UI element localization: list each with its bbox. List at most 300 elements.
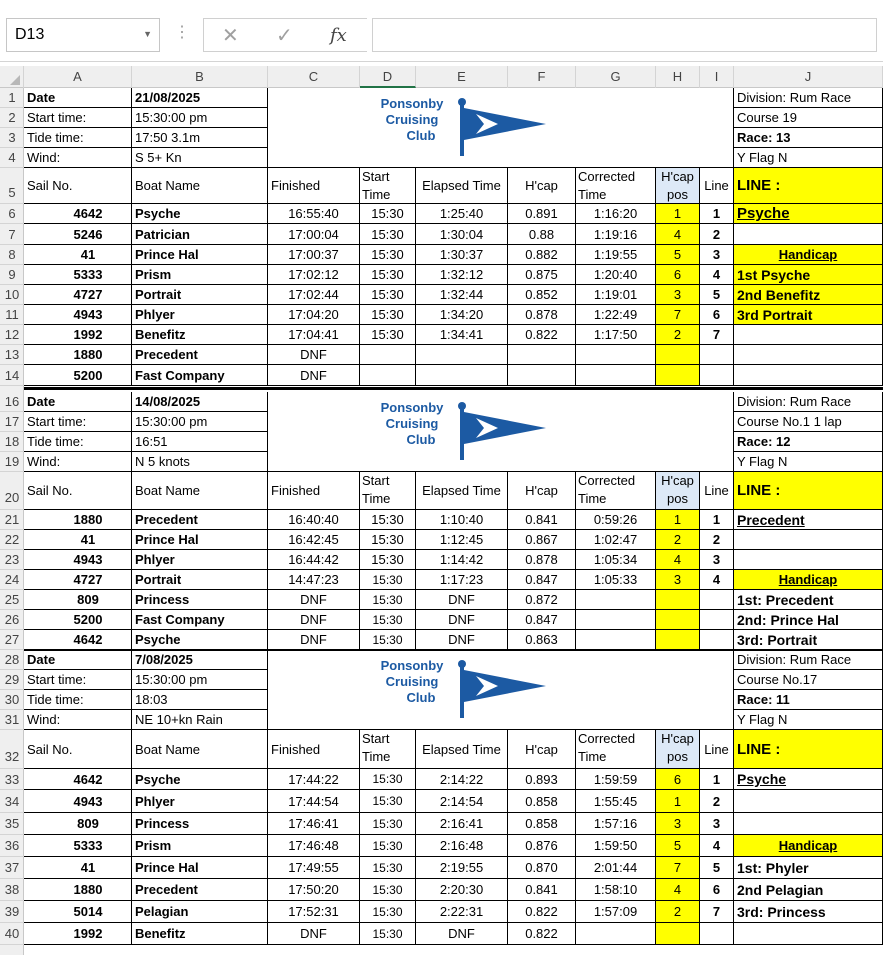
handicap[interactable] bbox=[508, 345, 576, 365]
row-header-26[interactable]: 26 bbox=[0, 610, 24, 630]
handicap-pos[interactable] bbox=[656, 610, 700, 630]
elapsed-time[interactable]: 2:22:31 bbox=[416, 901, 508, 923]
line-summary[interactable] bbox=[734, 923, 883, 945]
elapsed-time[interactable]: 1:25:40 bbox=[416, 204, 508, 224]
start-time[interactable]: 15:30 bbox=[360, 879, 416, 901]
column-heading[interactable]: Finished bbox=[268, 472, 360, 510]
line-summary[interactable]: Handicap bbox=[734, 835, 883, 857]
race-info-div[interactable]: Division: Rum Race bbox=[734, 650, 883, 670]
boat-name[interactable]: Psyche bbox=[132, 204, 268, 224]
corrected-time[interactable]: 1:22:49 bbox=[576, 305, 656, 325]
race-info-race[interactable]: Race: 12 bbox=[734, 432, 883, 452]
line-heading[interactable]: LINE : bbox=[734, 730, 883, 769]
elapsed-time[interactable] bbox=[416, 365, 508, 386]
race-info-div[interactable]: Division: Rum Race bbox=[734, 88, 883, 108]
row-header-10[interactable]: 10 bbox=[0, 285, 24, 305]
sail-no[interactable]: 1880 bbox=[24, 879, 132, 901]
handicap[interactable]: 0.872 bbox=[508, 590, 576, 610]
column-heading[interactable]: Start Time bbox=[360, 472, 416, 510]
finished-time[interactable]: 16:40:40 bbox=[268, 510, 360, 530]
finished-time[interactable]: 17:04:20 bbox=[268, 305, 360, 325]
finished-time[interactable]: 17:46:41 bbox=[268, 813, 360, 835]
handicap[interactable]: 0.875 bbox=[508, 265, 576, 285]
info-value[interactable]: 15:30:00 pm bbox=[132, 108, 268, 128]
sail-no[interactable]: 4943 bbox=[24, 305, 132, 325]
boat-name[interactable]: Fast Company bbox=[132, 365, 268, 386]
line-pos[interactable]: 6 bbox=[700, 305, 734, 325]
enter-check-icon[interactable]: ✓ bbox=[276, 25, 293, 47]
row-header-14[interactable]: 14 bbox=[0, 365, 24, 386]
handicap[interactable]: 0.822 bbox=[508, 325, 576, 345]
fx-icon[interactable]: fx bbox=[330, 25, 347, 46]
column-heading[interactable]: H'cap pos bbox=[656, 730, 700, 769]
start-time[interactable]: 15:30 bbox=[360, 590, 416, 610]
handicap-pos[interactable]: 5 bbox=[656, 835, 700, 857]
row-header-34[interactable]: 34 bbox=[0, 790, 24, 813]
column-header-f[interactable]: F bbox=[508, 66, 576, 88]
column-heading[interactable]: Boat Name bbox=[132, 472, 268, 510]
handicap-pos[interactable]: 1 bbox=[656, 510, 700, 530]
boat-name[interactable]: Psyche bbox=[132, 630, 268, 650]
boat-name[interactable]: Precedent bbox=[132, 879, 268, 901]
more-dots-icon[interactable]: ⋮ bbox=[174, 24, 190, 41]
line-summary[interactable]: 3rd Portrait bbox=[734, 305, 883, 325]
boat-name[interactable]: Prince Hal bbox=[132, 857, 268, 879]
start-time[interactable]: 15:30 bbox=[360, 857, 416, 879]
corrected-time[interactable]: 1:19:01 bbox=[576, 285, 656, 305]
column-heading[interactable]: Sail No. bbox=[24, 730, 132, 769]
elapsed-time[interactable]: 1:32:44 bbox=[416, 285, 508, 305]
line-pos[interactable]: 3 bbox=[700, 245, 734, 265]
column-heading[interactable]: Line bbox=[700, 472, 734, 510]
sail-no[interactable]: 5014 bbox=[24, 901, 132, 923]
info-value[interactable]: NE 10+kn Rain bbox=[132, 710, 268, 730]
sail-no[interactable]: 5200 bbox=[24, 365, 132, 386]
info-value[interactable]: 14/08/2025 bbox=[132, 392, 268, 412]
line-pos[interactable] bbox=[700, 345, 734, 365]
handicap-pos[interactable]: 1 bbox=[656, 204, 700, 224]
formula-input[interactable] bbox=[372, 18, 877, 52]
elapsed-time[interactable]: 2:19:55 bbox=[416, 857, 508, 879]
row-header-11[interactable]: 11 bbox=[0, 305, 24, 325]
finished-time[interactable]: 17:02:12 bbox=[268, 265, 360, 285]
handicap[interactable]: 0.822 bbox=[508, 923, 576, 945]
race-info-flag[interactable]: Y Flag N bbox=[734, 710, 883, 730]
sail-no[interactable]: 4943 bbox=[24, 550, 132, 570]
row-header-33[interactable]: 33 bbox=[0, 769, 24, 790]
column-heading[interactable]: Sail No. bbox=[24, 168, 132, 204]
column-header-i[interactable]: I bbox=[700, 66, 734, 88]
sail-no[interactable]: 5246 bbox=[24, 224, 132, 245]
sail-no[interactable]: 4943 bbox=[24, 790, 132, 813]
handicap-pos[interactable]: 3 bbox=[656, 285, 700, 305]
handicap-pos[interactable] bbox=[656, 590, 700, 610]
row-header-21[interactable]: 21 bbox=[0, 510, 24, 530]
handicap-pos[interactable]: 7 bbox=[656, 857, 700, 879]
corrected-time[interactable]: 1:05:33 bbox=[576, 570, 656, 590]
row-header-24[interactable]: 24 bbox=[0, 570, 24, 590]
handicap-pos[interactable]: 2 bbox=[656, 530, 700, 550]
handicap-pos[interactable]: 7 bbox=[656, 305, 700, 325]
sail-no[interactable]: 5333 bbox=[24, 265, 132, 285]
corrected-time[interactable]: 1:57:16 bbox=[576, 813, 656, 835]
line-summary[interactable]: 1st: Phyler bbox=[734, 857, 883, 879]
handicap[interactable]: 0.878 bbox=[508, 305, 576, 325]
row-header-38[interactable]: 38 bbox=[0, 879, 24, 901]
row-header-29[interactable]: 29 bbox=[0, 670, 24, 690]
start-time[interactable]: 15:30 bbox=[360, 224, 416, 245]
race-info-race[interactable]: Race: 11 bbox=[734, 690, 883, 710]
finished-time[interactable]: 17:44:54 bbox=[268, 790, 360, 813]
boat-name[interactable]: Psyche bbox=[132, 769, 268, 790]
handicap[interactable]: 0.841 bbox=[508, 879, 576, 901]
info-value[interactable]: 7/08/2025 bbox=[132, 650, 268, 670]
start-time[interactable]: 15:30 bbox=[360, 769, 416, 790]
line-pos[interactable]: 4 bbox=[700, 835, 734, 857]
boat-name[interactable]: Phlyer bbox=[132, 790, 268, 813]
handicap[interactable]: 0.822 bbox=[508, 901, 576, 923]
info-label[interactable]: Tide time: bbox=[24, 432, 132, 452]
line-summary[interactable]: 1st: Precedent bbox=[734, 590, 883, 610]
row-header-28[interactable]: 28 bbox=[0, 650, 24, 670]
start-time[interactable] bbox=[360, 345, 416, 365]
info-label[interactable]: Wind: bbox=[24, 148, 132, 168]
start-time[interactable]: 15:30 bbox=[360, 901, 416, 923]
finished-time[interactable]: DNF bbox=[268, 345, 360, 365]
handicap[interactable]: 0.847 bbox=[508, 610, 576, 630]
info-label[interactable]: Wind: bbox=[24, 452, 132, 472]
line-summary[interactable] bbox=[734, 550, 883, 570]
handicap-pos[interactable] bbox=[656, 365, 700, 386]
column-heading[interactable]: Line bbox=[700, 168, 734, 204]
line-summary[interactable]: 2nd Benefitz bbox=[734, 285, 883, 305]
start-time[interactable]: 15:30 bbox=[360, 530, 416, 550]
row-header-6[interactable]: 6 bbox=[0, 204, 24, 224]
finished-time[interactable]: 17:44:22 bbox=[268, 769, 360, 790]
row-header-2[interactable]: 2 bbox=[0, 108, 24, 128]
column-heading[interactable]: H'cap pos bbox=[656, 168, 700, 204]
line-summary[interactable]: Handicap bbox=[734, 570, 883, 590]
line-summary[interactable]: 3rd: Princess bbox=[734, 901, 883, 923]
race-info-div[interactable]: Division: Rum Race bbox=[734, 392, 883, 412]
info-label[interactable]: Start time: bbox=[24, 670, 132, 690]
info-label[interactable]: Start time: bbox=[24, 108, 132, 128]
finished-time[interactable]: 16:42:45 bbox=[268, 530, 360, 550]
info-value[interactable]: S 5+ Kn bbox=[132, 148, 268, 168]
row-header-35[interactable]: 35 bbox=[0, 813, 24, 835]
select-all-corner[interactable] bbox=[0, 66, 24, 88]
line-summary[interactable]: Handicap bbox=[734, 245, 883, 265]
boat-name[interactable]: Prince Hal bbox=[132, 530, 268, 550]
name-box[interactable] bbox=[6, 18, 160, 52]
info-value[interactable]: N 5 knots bbox=[132, 452, 268, 472]
elapsed-time[interactable]: 1:30:37 bbox=[416, 245, 508, 265]
line-pos[interactable]: 7 bbox=[700, 901, 734, 923]
handicap-pos[interactable]: 5 bbox=[656, 245, 700, 265]
elapsed-time[interactable]: 2:16:41 bbox=[416, 813, 508, 835]
handicap-pos[interactable]: 6 bbox=[656, 769, 700, 790]
finished-time[interactable]: DNF bbox=[268, 630, 360, 650]
finished-time[interactable]: DNF bbox=[268, 365, 360, 386]
sail-no[interactable]: 1880 bbox=[24, 510, 132, 530]
start-time[interactable]: 15:30 bbox=[360, 813, 416, 835]
elapsed-time[interactable]: DNF bbox=[416, 630, 508, 650]
elapsed-time[interactable]: 1:12:45 bbox=[416, 530, 508, 550]
info-label[interactable]: Wind: bbox=[24, 710, 132, 730]
handicap[interactable]: 0.870 bbox=[508, 857, 576, 879]
line-pos[interactable]: 2 bbox=[700, 530, 734, 550]
elapsed-time[interactable] bbox=[416, 345, 508, 365]
sail-no[interactable]: 41 bbox=[24, 857, 132, 879]
handicap[interactable]: 0.858 bbox=[508, 790, 576, 813]
race-info-course[interactable]: Course No.1 1 lap bbox=[734, 412, 883, 432]
spreadsheet-grid[interactable] bbox=[24, 88, 883, 955]
column-heading[interactable]: Corrected Time bbox=[576, 168, 656, 204]
corrected-time[interactable]: 1:59:50 bbox=[576, 835, 656, 857]
info-label[interactable]: Tide time: bbox=[24, 690, 132, 710]
elapsed-time[interactable]: 1:30:04 bbox=[416, 224, 508, 245]
finished-time[interactable]: 17:00:04 bbox=[268, 224, 360, 245]
handicap[interactable]: 0.893 bbox=[508, 769, 576, 790]
finished-time[interactable]: 17:04:41 bbox=[268, 325, 360, 345]
row-header-18[interactable]: 18 bbox=[0, 432, 24, 452]
line-pos[interactable] bbox=[700, 590, 734, 610]
start-time[interactable] bbox=[360, 365, 416, 386]
column-header-e[interactable]: E bbox=[416, 66, 508, 88]
column-heading[interactable]: Start Time bbox=[360, 730, 416, 769]
info-value[interactable]: 15:30:00 pm bbox=[132, 670, 268, 690]
finished-time[interactable]: 17:46:48 bbox=[268, 835, 360, 857]
line-pos[interactable]: 3 bbox=[700, 550, 734, 570]
boat-name[interactable]: Pelagian bbox=[132, 901, 268, 923]
row-header-3[interactable]: 3 bbox=[0, 128, 24, 148]
corrected-time[interactable] bbox=[576, 630, 656, 650]
finished-time[interactable]: DNF bbox=[268, 923, 360, 945]
info-label[interactable]: Start time: bbox=[24, 412, 132, 432]
corrected-time[interactable]: 1:19:16 bbox=[576, 224, 656, 245]
column-header-a[interactable]: A bbox=[24, 66, 132, 88]
row-header-30[interactable]: 30 bbox=[0, 690, 24, 710]
line-pos[interactable]: 1 bbox=[700, 510, 734, 530]
corrected-time[interactable]: 1:58:10 bbox=[576, 879, 656, 901]
handicap[interactable]: 0.891 bbox=[508, 204, 576, 224]
info-label[interactable]: Tide time: bbox=[24, 128, 132, 148]
corrected-time[interactable]: 1:20:40 bbox=[576, 265, 656, 285]
line-pos[interactable]: 4 bbox=[700, 570, 734, 590]
boat-name[interactable]: Benefitz bbox=[132, 923, 268, 945]
boat-name[interactable]: Portrait bbox=[132, 285, 268, 305]
elapsed-time[interactable]: 2:14:22 bbox=[416, 769, 508, 790]
sail-no[interactable]: 4727 bbox=[24, 285, 132, 305]
sail-no[interactable]: 4642 bbox=[24, 204, 132, 224]
column-heading[interactable]: Boat Name bbox=[132, 730, 268, 769]
start-time[interactable]: 15:30 bbox=[360, 923, 416, 945]
boat-name[interactable]: Prince Hal bbox=[132, 245, 268, 265]
boat-name[interactable]: Patrician bbox=[132, 224, 268, 245]
sail-no[interactable]: 5333 bbox=[24, 835, 132, 857]
row-header-20[interactable]: 20 bbox=[0, 472, 24, 510]
column-header-c[interactable]: C bbox=[268, 66, 360, 88]
race-info-flag[interactable]: Y Flag N bbox=[734, 148, 883, 168]
line-summary[interactable]: Precedent bbox=[734, 510, 883, 530]
line-summary[interactable] bbox=[734, 530, 883, 550]
corrected-time[interactable] bbox=[576, 345, 656, 365]
row-header-31[interactable]: 31 bbox=[0, 710, 24, 730]
handicap[interactable]: 0.88 bbox=[508, 224, 576, 245]
handicap-pos[interactable]: 2 bbox=[656, 325, 700, 345]
finished-time[interactable]: 16:55:40 bbox=[268, 204, 360, 224]
column-heading[interactable]: Elapsed Time bbox=[416, 472, 508, 510]
corrected-time[interactable] bbox=[576, 590, 656, 610]
row-header-32[interactable]: 32 bbox=[0, 730, 24, 769]
row-header-1[interactable]: 1 bbox=[0, 88, 24, 108]
elapsed-time[interactable]: 1:10:40 bbox=[416, 510, 508, 530]
race-info-race[interactable]: Race: 13 bbox=[734, 128, 883, 148]
line-summary[interactable]: 2nd Pelagian bbox=[734, 879, 883, 901]
row-header-19[interactable]: 19 bbox=[0, 452, 24, 472]
column-heading[interactable]: H'cap pos bbox=[656, 472, 700, 510]
boat-name[interactable]: Fast Company bbox=[132, 610, 268, 630]
line-summary[interactable] bbox=[734, 224, 883, 245]
handicap-pos[interactable]: 4 bbox=[656, 550, 700, 570]
race-info-course[interactable]: Course No.17 bbox=[734, 670, 883, 690]
finished-time[interactable]: 14:47:23 bbox=[268, 570, 360, 590]
column-heading[interactable]: Finished bbox=[268, 730, 360, 769]
elapsed-time[interactable]: 2:14:54 bbox=[416, 790, 508, 813]
corrected-time[interactable]: 1:02:47 bbox=[576, 530, 656, 550]
sail-no[interactable]: 4642 bbox=[24, 630, 132, 650]
line-summary[interactable]: Psyche bbox=[734, 204, 883, 224]
corrected-time[interactable]: 1:55:45 bbox=[576, 790, 656, 813]
elapsed-time[interactable]: 1:14:42 bbox=[416, 550, 508, 570]
row-header-4[interactable]: 4 bbox=[0, 148, 24, 168]
column-header-d[interactable]: D bbox=[360, 66, 416, 88]
elapsed-time[interactable]: 2:16:48 bbox=[416, 835, 508, 857]
start-time[interactable]: 15:30 bbox=[360, 630, 416, 650]
elapsed-time[interactable]: 1:32:12 bbox=[416, 265, 508, 285]
line-summary[interactable]: 2nd: Prince Hal bbox=[734, 610, 883, 630]
boat-name[interactable]: Prism bbox=[132, 835, 268, 857]
column-heading[interactable]: Sail No. bbox=[24, 472, 132, 510]
row-header-8[interactable]: 8 bbox=[0, 245, 24, 265]
start-time[interactable]: 15:30 bbox=[360, 570, 416, 590]
line-pos[interactable]: 6 bbox=[700, 879, 734, 901]
column-heading[interactable]: Finished bbox=[268, 168, 360, 204]
elapsed-time[interactable]: 1:34:20 bbox=[416, 305, 508, 325]
finished-time[interactable]: DNF bbox=[268, 610, 360, 630]
handicap-pos[interactable]: 1 bbox=[656, 790, 700, 813]
row-header-9[interactable]: 9 bbox=[0, 265, 24, 285]
line-pos[interactable]: 7 bbox=[700, 325, 734, 345]
sail-no[interactable]: 41 bbox=[24, 245, 132, 265]
row-header-16[interactable]: 16 bbox=[0, 392, 24, 412]
line-summary[interactable]: Psyche bbox=[734, 769, 883, 790]
corrected-time[interactable]: 1:17:50 bbox=[576, 325, 656, 345]
cancel-icon[interactable]: ✕ bbox=[222, 25, 239, 47]
corrected-time[interactable]: 1:57:09 bbox=[576, 901, 656, 923]
line-pos[interactable]: 5 bbox=[700, 285, 734, 305]
boat-name[interactable]: Princess bbox=[132, 813, 268, 835]
sail-no[interactable]: 1880 bbox=[24, 345, 132, 365]
row-header-27[interactable]: 27 bbox=[0, 630, 24, 650]
start-time[interactable]: 15:30 bbox=[360, 305, 416, 325]
column-heading[interactable]: Elapsed Time bbox=[416, 730, 508, 769]
row-header-23[interactable]: 23 bbox=[0, 550, 24, 570]
corrected-time[interactable]: 1:05:34 bbox=[576, 550, 656, 570]
info-label[interactable]: Date bbox=[24, 88, 132, 108]
finished-time[interactable]: 16:44:42 bbox=[268, 550, 360, 570]
boat-name[interactable]: Precedent bbox=[132, 345, 268, 365]
handicap[interactable]: 0.841 bbox=[508, 510, 576, 530]
column-heading[interactable]: Corrected Time bbox=[576, 472, 656, 510]
chevron-down-icon[interactable]: ▼ bbox=[143, 29, 152, 39]
start-time[interactable]: 15:30 bbox=[360, 245, 416, 265]
column-heading[interactable]: Start Time bbox=[360, 168, 416, 204]
handicap[interactable]: 0.847 bbox=[508, 570, 576, 590]
sail-no[interactable]: 41 bbox=[24, 530, 132, 550]
start-time[interactable]: 15:30 bbox=[360, 510, 416, 530]
handicap[interactable]: 0.867 bbox=[508, 530, 576, 550]
handicap[interactable]: 0.858 bbox=[508, 813, 576, 835]
line-summary[interactable]: 1st Psyche bbox=[734, 265, 883, 285]
start-time[interactable]: 15:30 bbox=[360, 265, 416, 285]
line-pos[interactable] bbox=[700, 365, 734, 386]
line-pos[interactable] bbox=[700, 923, 734, 945]
line-summary[interactable] bbox=[734, 345, 883, 365]
column-heading[interactable]: Corrected Time bbox=[576, 730, 656, 769]
info-value[interactable]: 18:03 bbox=[132, 690, 268, 710]
boat-name[interactable]: Phlyer bbox=[132, 550, 268, 570]
corrected-time[interactable]: 2:01:44 bbox=[576, 857, 656, 879]
corrected-time[interactable]: 1:16:20 bbox=[576, 204, 656, 224]
sail-no[interactable]: 5200 bbox=[24, 610, 132, 630]
line-summary[interactable] bbox=[734, 325, 883, 345]
column-heading[interactable]: Line bbox=[700, 730, 734, 769]
line-pos[interactable]: 1 bbox=[700, 204, 734, 224]
finished-time[interactable]: 17:02:44 bbox=[268, 285, 360, 305]
line-pos[interactable]: 5 bbox=[700, 857, 734, 879]
row-header-22[interactable]: 22 bbox=[0, 530, 24, 550]
corrected-time[interactable] bbox=[576, 923, 656, 945]
start-time[interactable]: 15:30 bbox=[360, 835, 416, 857]
sail-no[interactable]: 4727 bbox=[24, 570, 132, 590]
info-value[interactable]: 15:30:00 pm bbox=[132, 412, 268, 432]
row-header-13[interactable]: 13 bbox=[0, 345, 24, 365]
handicap-pos[interactable]: 6 bbox=[656, 265, 700, 285]
handicap[interactable]: 0.863 bbox=[508, 630, 576, 650]
start-time[interactable]: 15:30 bbox=[360, 285, 416, 305]
race-info-flag[interactable]: Y Flag N bbox=[734, 452, 883, 472]
column-heading[interactable]: H'cap bbox=[508, 730, 576, 769]
column-header-g[interactable]: G bbox=[576, 66, 656, 88]
sail-no[interactable]: 809 bbox=[24, 590, 132, 610]
start-time[interactable]: 15:30 bbox=[360, 204, 416, 224]
line-pos[interactable]: 2 bbox=[700, 790, 734, 813]
line-pos[interactable] bbox=[700, 630, 734, 650]
boat-name[interactable]: Portrait bbox=[132, 570, 268, 590]
handicap-pos[interactable]: 3 bbox=[656, 813, 700, 835]
info-value[interactable]: 16:51 bbox=[132, 432, 268, 452]
column-heading[interactable]: H'cap bbox=[508, 168, 576, 204]
elapsed-time[interactable]: 1:34:41 bbox=[416, 325, 508, 345]
start-time[interactable]: 15:30 bbox=[360, 550, 416, 570]
row-header-36[interactable]: 36 bbox=[0, 835, 24, 857]
sail-no[interactable]: 1992 bbox=[24, 325, 132, 345]
handicap[interactable]: 0.852 bbox=[508, 285, 576, 305]
line-pos[interactable]: 1 bbox=[700, 769, 734, 790]
row-header-5[interactable]: 5 bbox=[0, 168, 24, 204]
corrected-time[interactable] bbox=[576, 610, 656, 630]
